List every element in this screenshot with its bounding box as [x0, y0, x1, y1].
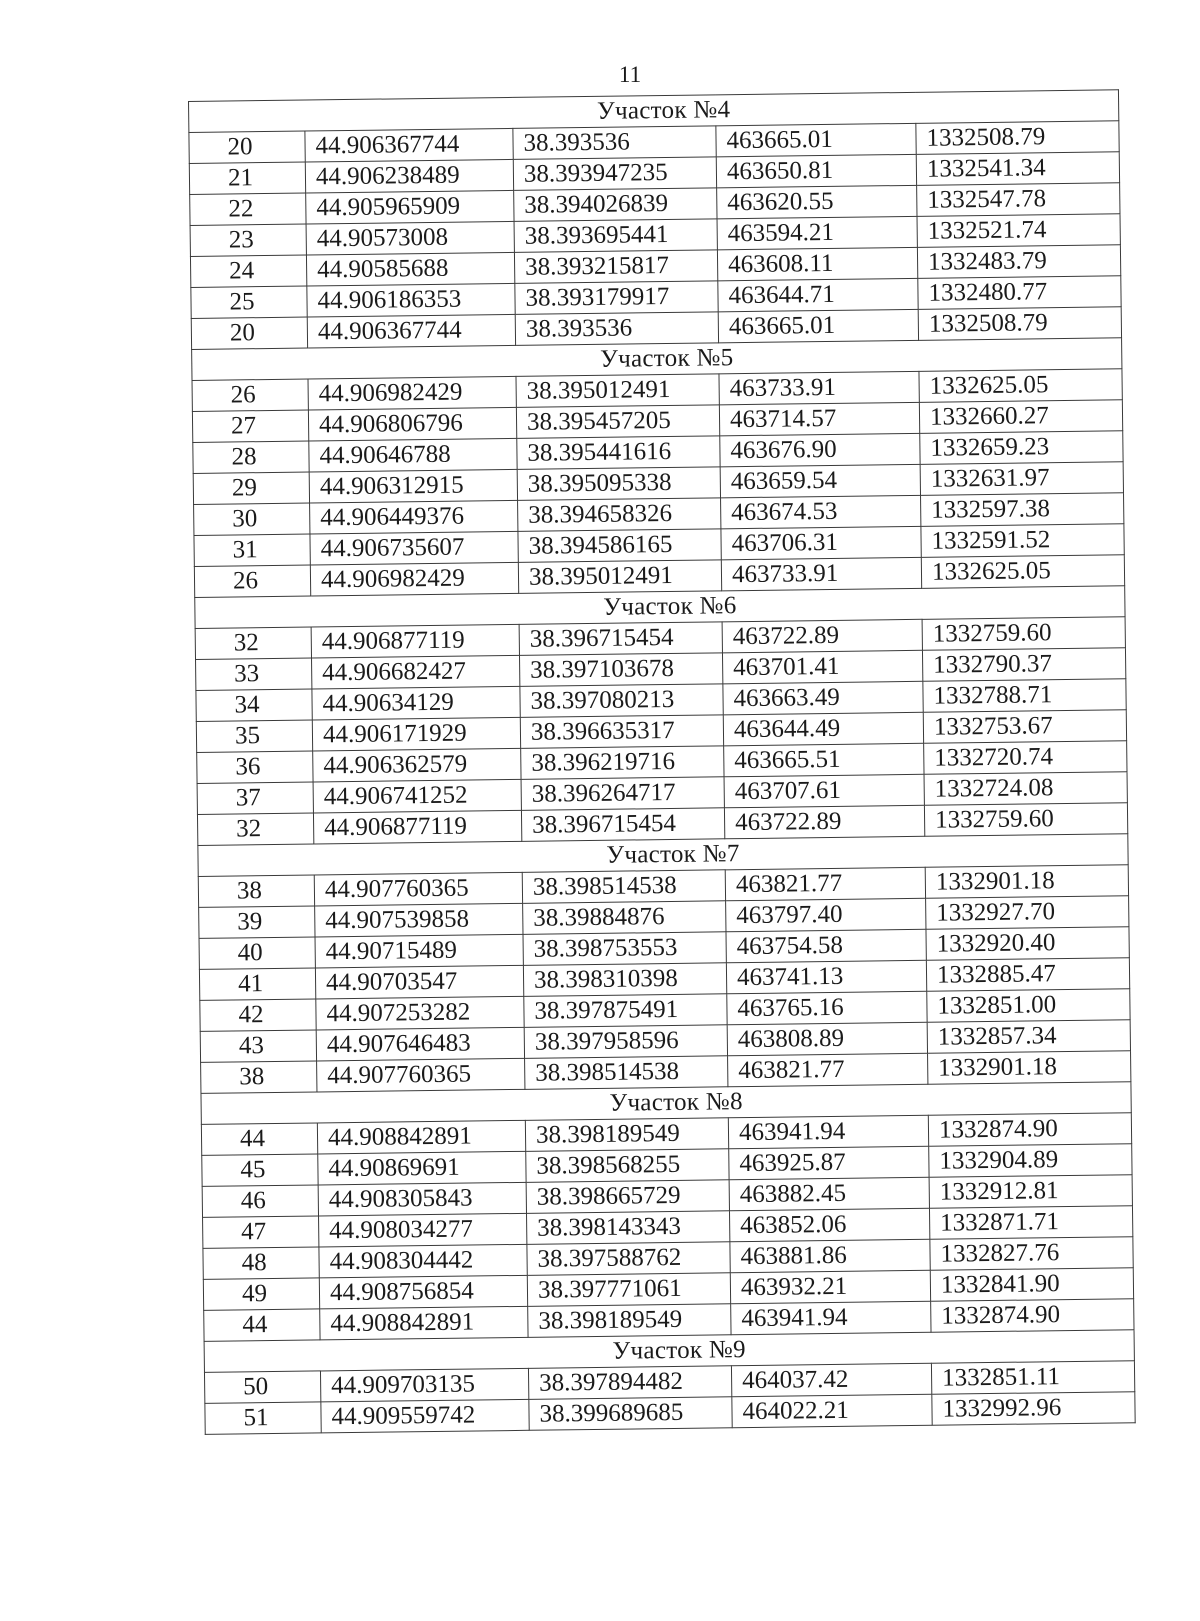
point-number-cell: 42	[200, 999, 316, 1031]
point-number-cell: 24	[190, 255, 306, 287]
x-coordinate-cell: 463821.77	[728, 1053, 928, 1087]
y-coordinate-cell: 1332851.11	[931, 1361, 1134, 1395]
x-coordinate-cell: 463722.89	[722, 619, 922, 653]
latitude-cell: 44.907760365	[317, 1058, 525, 1092]
point-number-cell: 38	[198, 875, 314, 907]
longitude-cell: 38.398568255	[526, 1149, 729, 1183]
latitude-cell: 44.906449376	[310, 500, 518, 534]
point-number-cell: 26	[194, 565, 310, 597]
latitude-cell: 44.906877119	[311, 624, 519, 658]
longitude-cell: 38.393695441	[514, 219, 717, 253]
x-coordinate-cell: 463663.49	[723, 681, 923, 715]
longitude-cell: 38.395457205	[516, 405, 719, 439]
y-coordinate-cell: 1332857.34	[927, 1020, 1130, 1054]
point-number-cell: 44	[204, 1309, 320, 1341]
y-coordinate-cell: 1332874.90	[928, 1113, 1131, 1147]
longitude-cell: 38.396715454	[519, 622, 722, 656]
x-coordinate-cell: 463665.01	[718, 309, 918, 343]
longitude-cell: 38.395095338	[517, 467, 720, 501]
x-coordinate-cell: 464037.42	[731, 1363, 931, 1397]
longitude-cell: 38.393215817	[514, 250, 717, 284]
y-coordinate-cell: 1332885.47	[926, 958, 1129, 992]
point-number-cell: 41	[199, 968, 315, 1000]
latitude-cell: 44.908842891	[320, 1306, 528, 1340]
point-number-cell: 25	[191, 286, 307, 318]
longitude-cell: 38.396635317	[520, 715, 723, 749]
point-number-cell: 35	[196, 720, 312, 752]
y-coordinate-cell: 1332625.05	[919, 369, 1122, 403]
y-coordinate-cell: 1332547.78	[917, 183, 1120, 217]
longitude-cell: 38.393536	[513, 126, 716, 160]
x-coordinate-cell: 463674.53	[721, 495, 921, 529]
latitude-cell: 44.906741252	[313, 779, 521, 813]
latitude-cell: 44.90573008	[306, 221, 514, 255]
x-coordinate-cell: 463722.89	[724, 805, 924, 839]
latitude-cell: 44.90634129	[312, 686, 520, 720]
y-coordinate-cell: 1332659.23	[920, 431, 1123, 465]
longitude-cell: 38.398514538	[522, 870, 725, 904]
point-number-cell: 20	[191, 317, 307, 349]
longitude-cell: 38.395012491	[516, 374, 719, 408]
latitude-cell: 44.909703135	[320, 1368, 528, 1402]
x-coordinate-cell: 463594.21	[717, 216, 917, 250]
point-number-cell: 48	[203, 1247, 319, 1279]
longitude-cell: 38.397771061	[527, 1273, 730, 1307]
point-number-cell: 30	[194, 503, 310, 535]
x-coordinate-cell: 463881.86	[730, 1239, 930, 1273]
latitude-cell: 44.906362579	[313, 748, 521, 782]
point-number-cell: 22	[190, 193, 306, 225]
y-coordinate-cell: 1332759.60	[922, 617, 1125, 651]
y-coordinate-cell: 1332759.60	[924, 803, 1127, 837]
y-coordinate-cell: 1332631.97	[920, 462, 1123, 496]
latitude-cell: 44.906982429	[308, 376, 516, 410]
latitude-cell: 44.908034277	[319, 1213, 527, 1247]
x-coordinate-cell: 463932.21	[730, 1270, 930, 1304]
x-coordinate-cell: 463676.90	[720, 433, 920, 467]
longitude-cell: 38.398143343	[527, 1211, 730, 1245]
x-coordinate-cell: 463797.40	[726, 898, 926, 932]
latitude-cell: 44.906982429	[310, 562, 518, 596]
y-coordinate-cell: 1332521.74	[917, 214, 1120, 248]
y-coordinate-cell: 1332724.08	[924, 772, 1127, 806]
x-coordinate-cell: 463659.54	[720, 464, 920, 498]
point-number-cell: 27	[192, 410, 308, 442]
longitude-cell: 38.39884876	[523, 901, 726, 935]
y-coordinate-cell: 1332591.52	[921, 524, 1124, 558]
point-number-cell: 43	[200, 1030, 316, 1062]
latitude-cell: 44.906367744	[305, 128, 513, 162]
point-number-cell: 20	[189, 131, 305, 163]
page-number: 11	[618, 62, 642, 87]
section-title: Участок №6	[195, 586, 1125, 629]
point-number-cell: 44	[201, 1123, 317, 1155]
point-number-cell: 47	[203, 1216, 319, 1248]
section-title: Участок №8	[201, 1082, 1131, 1125]
longitude-cell: 38.398189549	[525, 1118, 728, 1152]
y-coordinate-cell: 1332541.34	[916, 152, 1119, 186]
x-coordinate-cell: 463733.91	[721, 557, 921, 591]
y-coordinate-cell: 1332597.38	[921, 493, 1124, 527]
y-coordinate-cell: 1332874.90	[931, 1299, 1134, 1333]
x-coordinate-cell: 463941.94	[728, 1115, 928, 1149]
x-coordinate-cell: 463714.57	[719, 402, 919, 436]
latitude-cell: 44.90869691	[318, 1151, 526, 1185]
longitude-cell: 38.396715454	[521, 808, 724, 842]
point-number-cell: 38	[201, 1061, 317, 1093]
y-coordinate-cell: 1332927.70	[926, 896, 1129, 930]
latitude-cell: 44.908842891	[317, 1120, 525, 1154]
longitude-cell: 38.397103678	[519, 653, 722, 687]
longitude-cell: 38.393179917	[515, 281, 718, 315]
latitude-cell: 44.906238489	[305, 159, 513, 193]
x-coordinate-cell: 463707.61	[724, 774, 924, 808]
y-coordinate-cell: 1332753.67	[923, 710, 1126, 744]
y-coordinate-cell: 1332508.79	[918, 307, 1121, 341]
x-coordinate-cell: 463882.45	[729, 1177, 929, 1211]
y-coordinate-cell: 1332508.79	[916, 121, 1119, 155]
x-coordinate-cell: 463941.94	[731, 1301, 931, 1335]
latitude-cell: 44.908305843	[318, 1182, 526, 1216]
x-coordinate-cell: 463644.71	[718, 278, 918, 312]
y-coordinate-cell: 1332901.18	[925, 865, 1128, 899]
x-coordinate-cell: 463765.16	[727, 991, 927, 1025]
y-coordinate-cell: 1332720.74	[924, 741, 1127, 775]
y-coordinate-cell: 1332992.96	[932, 1392, 1135, 1426]
y-coordinate-cell: 1332483.79	[917, 245, 1120, 279]
x-coordinate-cell: 463665.51	[724, 743, 924, 777]
longitude-cell: 38.398665729	[526, 1180, 729, 1214]
latitude-cell: 44.90585688	[306, 252, 514, 286]
longitude-cell: 38.397894482	[528, 1366, 731, 1400]
y-coordinate-cell: 1332827.76	[930, 1237, 1133, 1271]
y-coordinate-cell: 1332790.37	[922, 648, 1125, 682]
point-number-cell: 37	[197, 782, 313, 814]
y-coordinate-cell: 1332841.90	[930, 1268, 1133, 1302]
x-coordinate-cell: 463733.91	[719, 371, 919, 405]
x-coordinate-cell: 463808.89	[727, 1022, 927, 1056]
coordinates-table	[188, 89, 1136, 1435]
y-coordinate-cell: 1332920.40	[926, 927, 1129, 961]
longitude-cell: 38.393947235	[513, 157, 716, 191]
section-title: Участок №9	[204, 1330, 1134, 1373]
x-coordinate-cell: 463644.49	[723, 712, 923, 746]
longitude-cell: 38.395441616	[517, 436, 720, 470]
latitude-cell: 44.906682427	[312, 655, 520, 689]
point-number-cell: 46	[202, 1185, 318, 1217]
latitude-cell: 44.907539858	[315, 903, 523, 937]
longitude-cell: 38.394658326	[518, 498, 721, 532]
point-number-cell: 33	[196, 658, 312, 690]
longitude-cell: 38.397875491	[524, 994, 727, 1028]
y-coordinate-cell: 1332871.71	[929, 1206, 1132, 1240]
latitude-cell: 44.908304442	[319, 1244, 527, 1278]
latitude-cell: 44.906877119	[313, 810, 521, 844]
section-title: Участок №7	[198, 834, 1128, 877]
x-coordinate-cell: 463852.06	[729, 1208, 929, 1242]
longitude-cell: 38.397958596	[524, 1025, 727, 1059]
x-coordinate-cell: 463706.31	[721, 526, 921, 560]
point-number-cell: 32	[197, 813, 313, 845]
point-number-cell: 39	[199, 906, 315, 938]
point-number-cell: 28	[193, 441, 309, 473]
x-coordinate-cell: 464022.21	[732, 1394, 932, 1428]
latitude-cell: 44.909559742	[321, 1399, 529, 1433]
x-coordinate-cell: 463821.77	[725, 867, 925, 901]
latitude-cell: 44.908756854	[319, 1275, 527, 1309]
y-coordinate-cell: 1332904.89	[929, 1144, 1132, 1178]
point-number-cell: 23	[190, 224, 306, 256]
longitude-cell: 38.394586165	[518, 529, 721, 563]
longitude-cell: 38.397080213	[520, 684, 723, 718]
latitude-cell: 44.90703547	[315, 965, 523, 999]
section-title: Участок №5	[192, 338, 1122, 381]
latitude-cell: 44.907646483	[316, 1027, 524, 1061]
x-coordinate-cell: 463620.55	[717, 185, 917, 219]
point-number-cell: 40	[199, 937, 315, 969]
latitude-cell: 44.907253282	[316, 996, 524, 1030]
x-coordinate-cell: 463741.13	[726, 960, 926, 994]
point-number-cell: 32	[195, 627, 311, 659]
longitude-cell: 38.396264717	[521, 777, 724, 811]
longitude-cell: 38.393536	[515, 312, 718, 346]
x-coordinate-cell: 463650.81	[716, 154, 916, 188]
y-coordinate-cell: 1332788.71	[923, 679, 1126, 713]
latitude-cell: 44.906312915	[309, 469, 517, 503]
longitude-cell: 38.395012491	[518, 560, 721, 594]
longitude-cell: 38.394026839	[514, 188, 717, 222]
y-coordinate-cell: 1332660.27	[919, 400, 1122, 434]
x-coordinate-cell: 463608.11	[717, 247, 917, 281]
y-coordinate-cell: 1332912.81	[929, 1175, 1132, 1209]
latitude-cell: 44.906806796	[308, 407, 516, 441]
point-number-cell: 45	[202, 1154, 318, 1186]
latitude-cell: 44.906186353	[307, 283, 515, 317]
point-number-cell: 51	[205, 1402, 321, 1434]
latitude-cell: 44.906735607	[310, 531, 518, 565]
latitude-cell: 44.906171929	[312, 717, 520, 751]
x-coordinate-cell: 463665.01	[716, 123, 916, 157]
point-number-cell: 26	[192, 379, 308, 411]
y-coordinate-cell: 1332851.00	[927, 989, 1130, 1023]
point-number-cell: 31	[194, 534, 310, 566]
y-coordinate-cell: 1332480.77	[918, 276, 1121, 310]
longitude-cell: 38.398514538	[525, 1056, 728, 1090]
longitude-cell: 38.397588762	[527, 1242, 730, 1276]
point-number-cell: 29	[193, 472, 309, 504]
y-coordinate-cell: 1332625.05	[921, 555, 1124, 589]
latitude-cell: 44.905965909	[306, 190, 514, 224]
point-number-cell: 34	[196, 689, 312, 721]
x-coordinate-cell: 463754.58	[726, 929, 926, 963]
latitude-cell: 44.906367744	[307, 314, 515, 348]
y-coordinate-cell: 1332901.18	[928, 1051, 1131, 1085]
longitude-cell: 38.398753553	[523, 932, 726, 966]
longitude-cell: 38.396219716	[521, 746, 724, 780]
longitude-cell: 38.398189549	[528, 1304, 731, 1338]
latitude-cell: 44.90715489	[315, 934, 523, 968]
point-number-cell: 50	[204, 1371, 320, 1403]
x-coordinate-cell: 463701.41	[722, 650, 922, 684]
point-number-cell: 21	[189, 162, 305, 194]
section-title: Участок №4	[189, 90, 1119, 133]
point-number-cell: 36	[197, 751, 313, 783]
longitude-cell: 38.399689685	[529, 1397, 732, 1431]
longitude-cell: 38.398310398	[523, 963, 726, 997]
x-coordinate-cell: 463925.87	[729, 1146, 929, 1180]
point-number-cell: 49	[203, 1278, 319, 1310]
latitude-cell: 44.90646788	[309, 438, 517, 472]
latitude-cell: 44.907760365	[314, 872, 522, 906]
